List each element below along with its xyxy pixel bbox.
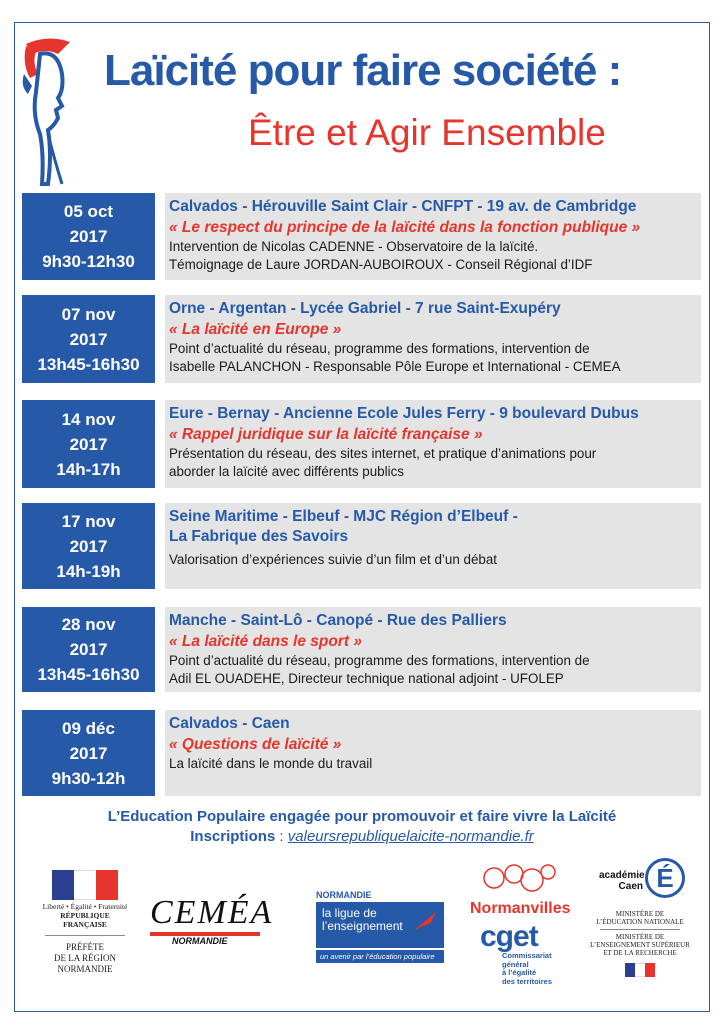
event-date-box <box>22 607 155 692</box>
cemea-name: CEMÉA <box>150 894 274 931</box>
ligue-name-line: l’enseignement <box>322 919 403 933</box>
event-description <box>169 445 701 480</box>
event-description <box>169 238 701 273</box>
event-time: 13h45-16h30 <box>37 354 140 374</box>
event-description <box>169 551 701 569</box>
event-year: 2017 <box>69 329 108 349</box>
event-date-box <box>22 503 155 589</box>
event-desc-line: La laïcité dans le monde du travail <box>169 756 373 771</box>
event-desc-line: Point d’actualité du réseau, programme des formations, intervention de <box>169 653 590 668</box>
event-info <box>165 710 701 796</box>
event-desc-line: aborder la laïcité avec différents publics <box>169 463 404 479</box>
event-info <box>165 503 701 589</box>
prefecture-line: NORMANDIE <box>57 964 113 974</box>
ligue-arrow-icon <box>412 910 440 932</box>
ministere-line: ET DE LA RECHERCHE <box>603 949 677 957</box>
footer-tagline: L’Education Populaire engagée pour promouvoir et faire vivre la Laïcité <box>107 808 617 825</box>
event-date: 09 déc <box>62 718 115 738</box>
event-desc-line: Présentation du réseau, des sites internet, et pratique d’animations pour <box>169 446 597 461</box>
event-desc-line: Point d’actualité du réseau, programme des formations, intervention de <box>169 341 590 356</box>
divider <box>45 935 125 936</box>
event-time: 14h-17h <box>56 459 121 479</box>
rf-motto: Liberté • Égalité • Fraternité <box>42 902 128 911</box>
ligue-name-line: la ligue de <box>322 906 377 920</box>
cget-logo <box>480 922 560 986</box>
academie-e-icon: É <box>645 858 685 898</box>
event-place: Seine Maritime - Elbeuf - MJC Région d’Elbeuf - <box>169 508 518 525</box>
cget-name: cget <box>480 920 538 953</box>
footer-inscriptions <box>0 828 724 845</box>
event-topic: « La laïcité en Europe » <box>169 321 342 338</box>
event-description <box>169 340 701 375</box>
event-time: 13h45-16h30 <box>37 665 140 684</box>
rf-small-flag-icon <box>625 963 655 977</box>
event-year: 2017 <box>69 536 108 556</box>
event-time: 9h30-12h <box>51 768 126 788</box>
event-info <box>165 295 701 383</box>
event-row <box>22 607 702 692</box>
event-desc-line: Témoignage de Laure JORDAN-AUBOIROUX - Conseil Régional d’IDF <box>169 256 593 272</box>
event-desc-line: Isabelle PALANCHON - Responsable Pôle Europe et International - CEMEA <box>169 358 621 374</box>
event-date: 28 nov <box>61 615 116 634</box>
event-row <box>22 400 702 488</box>
cget-desc-line: général <box>502 959 529 969</box>
page-title: Laïcité pour faire société : <box>104 46 622 95</box>
prefecture-line: PRÉFÈTE <box>65 942 104 952</box>
inscriptions-link[interactable]: valeursrepubliquelaicite-normandie.fr <box>287 828 534 845</box>
event-row <box>22 503 702 589</box>
ligue-region: NORMANDIE <box>316 890 372 900</box>
event-description <box>169 652 701 687</box>
event-date: 14 nov <box>61 409 116 429</box>
inscriptions-label: Inscriptions <box>190 828 276 845</box>
academie-line: académie <box>599 870 645 881</box>
prefecture-line: DE LA RÉGION <box>54 953 116 963</box>
ministere-enseignement <box>585 933 695 957</box>
event-row <box>22 193 702 280</box>
ligue-logo <box>316 890 446 963</box>
event-date: 07 nov <box>61 304 116 324</box>
event-info <box>165 400 701 488</box>
event-year: 2017 <box>69 434 108 454</box>
page-subtitle: Être et Agir Ensemble <box>248 112 606 153</box>
event-topic: « Questions de laïcité » <box>169 736 342 753</box>
prefecture-logo <box>40 870 130 975</box>
event-year: 2017 <box>69 743 108 763</box>
academie-logo <box>585 852 695 977</box>
event-date: 17 nov <box>61 511 116 531</box>
cget-desc <box>502 952 560 986</box>
event-desc-line: Adil EL OUADEHE, Directeur technique national adjoint - UFOLEP <box>169 670 564 686</box>
cget-desc-line: à l’égalité <box>502 968 537 977</box>
event-desc-line: Intervention de Nicolas CADENNE - Observatoire de la laïcité. <box>169 239 539 254</box>
normanvilles-name: Normanvilles <box>470 900 571 917</box>
ligue-tagline: un avenir par l’éducation populaire <box>316 950 444 963</box>
event-date-box <box>22 710 155 796</box>
event-date-box <box>22 193 155 280</box>
cemea-region: NORMANDIE <box>172 936 228 946</box>
event-place: Manche - Saint-Lô - Canopé - Rue des Palliers <box>169 612 507 629</box>
event-time: 14h-19h <box>56 561 121 581</box>
divider <box>600 929 680 930</box>
ministere-line: L’ÉDUCATION NATIONALE <box>596 918 684 926</box>
ministere-line: MINISTÈRE DE <box>615 933 665 941</box>
ministere-education <box>585 910 695 926</box>
event-place: Orne - Argentan - Lycée Gabriel - 7 rue Saint-Exupéry <box>169 300 561 317</box>
event-place: Eure - Bernay - Ancienne Ecole Jules Ferry - 9 boulevard Dubus <box>169 405 639 422</box>
event-topic: « Rappel juridique sur la laïcité française » <box>169 426 483 443</box>
rf-name: RÉPUBLIQUE FRANÇAISE <box>60 911 110 929</box>
event-year: 2017 <box>69 640 108 659</box>
event-description <box>169 755 701 773</box>
ministere-line: L’ENSEIGNEMENT SUPÉRIEUR <box>590 941 690 949</box>
event-row <box>22 710 702 796</box>
event-place-continued: La Fabrique des Savoirs <box>169 528 349 545</box>
normanvilles-circles-icon <box>470 862 566 896</box>
marianne-emblem-icon <box>18 34 88 194</box>
event-topic: « Le respect du principe de la laïcité dans la fonction publique » <box>169 219 641 236</box>
cget-desc-line: des territoires <box>502 976 553 986</box>
academie-text <box>599 870 643 892</box>
academie-line: Caen <box>618 881 643 892</box>
event-place: Calvados - Caen <box>169 715 290 732</box>
cget-desc-line: Commissariat <box>502 951 552 960</box>
event-date-box <box>22 400 155 488</box>
event-topic: « La laïcité dans le sport » <box>169 633 362 650</box>
rf-flag-icon <box>52 870 118 900</box>
event-date-box <box>22 295 155 383</box>
normanvilles-logo <box>470 862 571 917</box>
event-date: 05 oct <box>63 202 114 221</box>
event-info <box>165 193 701 280</box>
event-place: Calvados - Hérouville Saint Clair - CNFPT - 19 av. de Cambridge <box>169 198 637 215</box>
inscriptions-separator: : <box>275 828 288 845</box>
event-info <box>165 607 701 692</box>
ministere-line: MINISTÈRE DE <box>615 910 665 918</box>
event-row <box>22 295 702 383</box>
cemea-logo <box>150 895 296 946</box>
event-time: 9h30-12h30 <box>42 252 135 271</box>
event-year: 2017 <box>69 227 108 246</box>
event-desc-line: Valorisation d’expériences suivie d’un film et d’un débat <box>169 552 498 567</box>
ligue-box <box>316 902 444 948</box>
